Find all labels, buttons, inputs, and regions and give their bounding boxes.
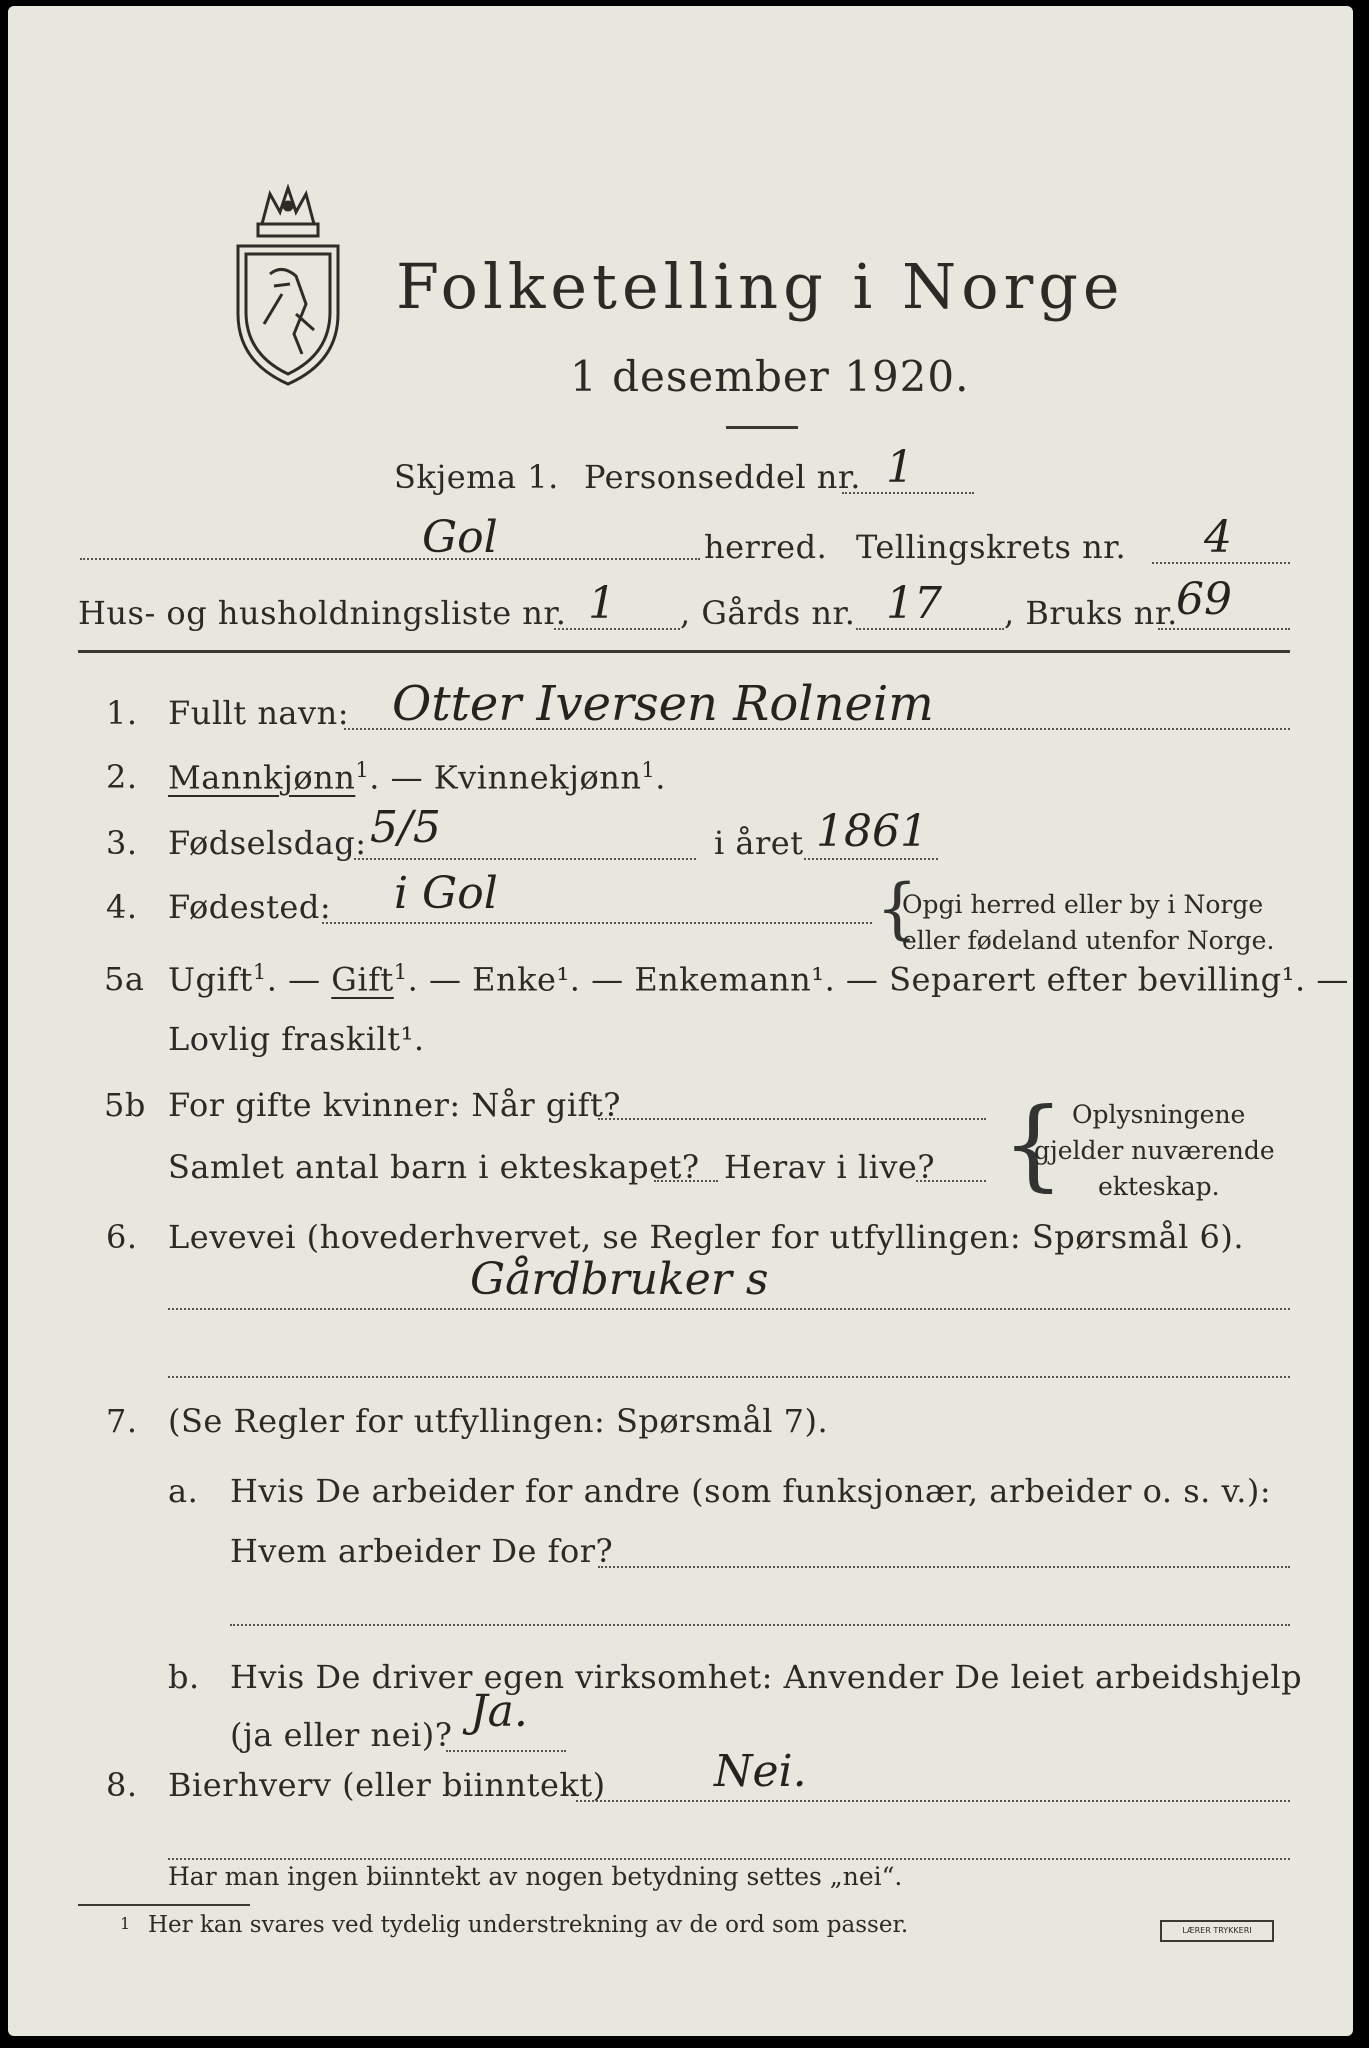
title-divider	[726, 426, 798, 429]
q4-label: Fødested:	[168, 888, 332, 926]
birthplace-value: i Gol	[394, 868, 498, 919]
q5b-alive-label: Herav i live?	[724, 1148, 936, 1186]
tellingskrets-value: 4	[1204, 512, 1232, 563]
q7a-number: a.	[168, 1472, 199, 1510]
q3-number: 3.	[106, 824, 138, 862]
q3-year-label: i året	[714, 824, 804, 862]
q7b-number: b.	[168, 1658, 200, 1696]
gards-label: , Gårds nr.	[680, 594, 856, 632]
side-income-value: Nei.	[714, 1746, 807, 1797]
printer-stamp	[1160, 1920, 1274, 1942]
q4-number: 4.	[106, 888, 138, 926]
header-divider	[78, 650, 1290, 653]
bruks-value: 69	[1176, 574, 1232, 625]
full-name-value: Otter Iversen Rolneim	[392, 676, 934, 732]
q2-sex	[168, 758, 666, 797]
q4-note-line2: eller fødeland utenfor Norge.	[902, 926, 1275, 955]
ugift-footnote-mark: 1	[252, 960, 267, 984]
gift-footnote-mark: 1	[393, 960, 408, 984]
side-income-field-line-2[interactable]	[168, 1858, 1290, 1860]
birthday-value: 5/5	[370, 802, 441, 853]
q7a-line2: Hvem arbeider De for?	[230, 1532, 614, 1570]
married-when-field-line[interactable]	[598, 1118, 986, 1120]
q6-label: Levevei (hovederhvervet, se Regler for utfyllingen: Spørsmål 6).	[168, 1218, 1245, 1256]
children-alive-field-line[interactable]	[916, 1180, 986, 1182]
q5b-number: 5b	[104, 1086, 146, 1124]
female-footnote-mark: 1	[641, 758, 656, 782]
footnote-divider	[78, 1904, 250, 1906]
status-separator: . —	[266, 960, 332, 999]
q1-number: 1.	[106, 694, 138, 732]
side-income-field-line[interactable]	[576, 1800, 1290, 1802]
q5b-children-label: Samlet antal barn i ekteskapet?	[168, 1148, 700, 1186]
q5b-note-line3: ekteskap.	[1098, 1172, 1220, 1201]
personseddel-value: 1	[886, 442, 914, 493]
sex-end: .	[655, 758, 666, 797]
occupation-field-line-2[interactable]	[168, 1376, 1290, 1378]
q7-label: (Se Regler for utfyllingen: Spørsmål 7).	[168, 1402, 829, 1440]
q7-number: 7.	[106, 1402, 138, 1440]
q5b-note-brace: {	[1002, 1088, 1065, 1202]
footer-note: Har man ingen biinntekt av nogen betydning settes „nei“.	[168, 1862, 903, 1891]
coat-of-arms-icon	[230, 184, 346, 390]
q8-label: Bierhverv (eller biinntekt)	[168, 1766, 606, 1804]
q8-number: 8.	[106, 1766, 138, 1804]
q5b-note-line1: Oplysningene	[1072, 1100, 1246, 1129]
skjema-label: Skjema 1.	[394, 458, 559, 496]
hus-field-line[interactable]	[554, 628, 680, 630]
gift-option[interactable]: Gift	[331, 960, 394, 999]
q7b-line2: (ja eller nei)?	[230, 1716, 453, 1754]
herred-label: herred.	[704, 528, 828, 566]
q5a-status	[168, 960, 1349, 999]
q2-number: 2.	[106, 758, 138, 796]
printer-stamp-text: LÆRER TRYKKERI	[1182, 1926, 1252, 1935]
male-option[interactable]: Mannkjønn	[168, 758, 356, 797]
bruks-label: , Bruks nr.	[1004, 594, 1178, 632]
bruks-field-line[interactable]	[1158, 628, 1290, 630]
birthday-field-line[interactable]	[354, 858, 696, 860]
employer-field-line-1[interactable]	[598, 1566, 1290, 1568]
hired-help-field-line[interactable]	[446, 1750, 566, 1752]
q7b-line1: Hvis De driver egen virksomhet: Anvender De leiet arbeidshjelp	[230, 1658, 1303, 1696]
form-title: Folketelling i Norge	[396, 250, 1125, 323]
herred-value: Gol	[422, 512, 498, 563]
gards-value: 17	[886, 578, 942, 629]
q1-label: Fullt navn:	[168, 694, 349, 732]
hired-help-value: Ja.	[470, 1686, 528, 1737]
tellingskrets-label: Tellingskrets nr.	[856, 528, 1127, 566]
personseddel-label: Personseddel nr.	[584, 458, 861, 496]
other-status-options[interactable]: . — Enke¹. — Enkemann¹. — Separert efter bevilling¹. —	[407, 960, 1349, 999]
sex-separator: . —	[369, 758, 434, 797]
birth-year-field-line[interactable]	[804, 858, 938, 860]
footnote-text: Her kan svares ved tydelig understrekning av de ord som passer.	[148, 1912, 909, 1938]
ugift-option[interactable]: Ugift	[168, 960, 253, 999]
footnote-mark: 1	[120, 1914, 131, 1933]
q7a-line1: Hvis De arbeider for andre (som funksjonær, arbeider o. s. v.):	[230, 1472, 1272, 1510]
occupation-value: Gårdbruker s	[470, 1254, 769, 1305]
hus-label: Hus- og husholdningsliste nr.	[78, 594, 567, 632]
children-count-field-line[interactable]	[654, 1180, 718, 1182]
hus-value: 1	[588, 578, 616, 629]
male-footnote-mark: 1	[355, 758, 370, 782]
q6-number: 6.	[106, 1218, 138, 1256]
employer-field-line-2[interactable]	[230, 1624, 1290, 1626]
census-form-sheet	[8, 6, 1353, 2036]
q5b-line1: For gifte kvinner: Når gift?	[168, 1086, 621, 1124]
female-option[interactable]: Kvinnekjønn	[433, 758, 642, 797]
q3-label: Fødselsdag:	[168, 824, 367, 862]
q5a-number: 5a	[104, 960, 145, 998]
census-date: 1 desember 1920.	[570, 352, 970, 401]
birthplace-field-line[interactable]	[322, 922, 872, 924]
herred-field-line[interactable]	[80, 558, 700, 560]
occupation-field-line-1[interactable]	[168, 1308, 1290, 1310]
q4-note-line1: Opgi herred eller by i Norge	[902, 890, 1264, 919]
birth-year-value: 1861	[816, 806, 928, 857]
q4-note-brace: {	[876, 870, 918, 947]
q5a-line2[interactable]: Lovlig fraskilt¹.	[168, 1020, 425, 1058]
q5b-note-line2: gjelder nuværende	[1034, 1136, 1275, 1165]
